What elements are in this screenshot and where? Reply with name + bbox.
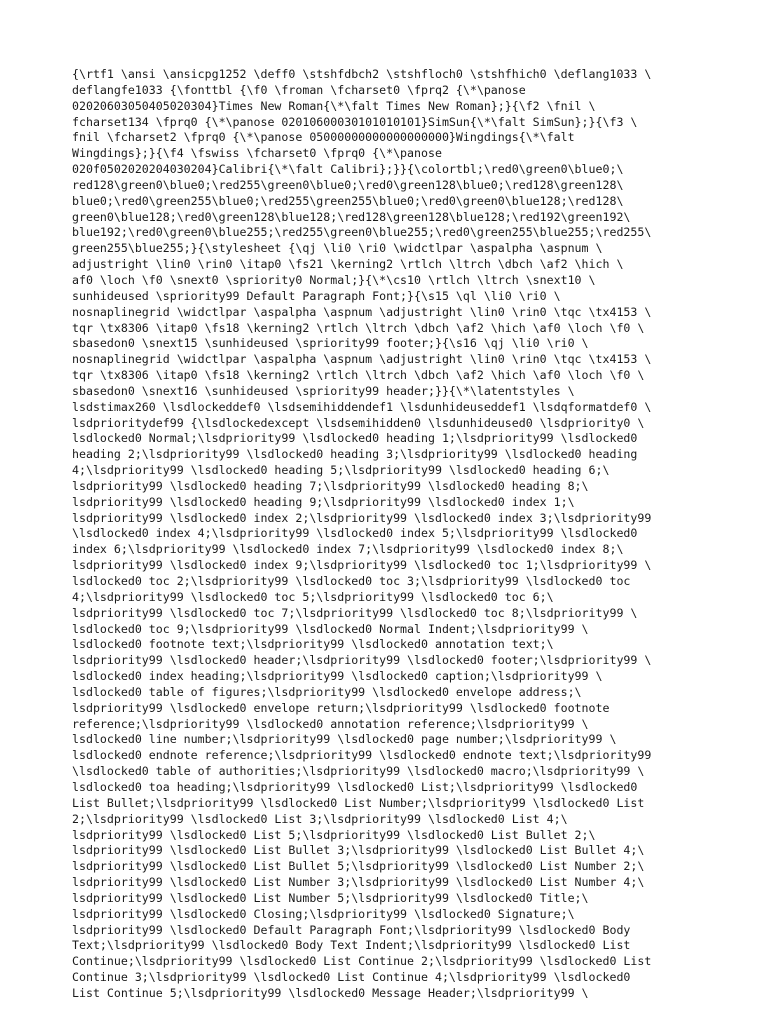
text-line: Continue;\lsdpriority99 \lsdlocked0 List Continue 2;\lsdpriority99 \lsdlocked0 List xyxy=(72,954,652,969)
text-line: 4;\lsdpriority99 \lsdlocked0 heading 5;\lsdpriority99 \lsdlocked0 heading 6;\ xyxy=(72,463,610,478)
text-line: Continue 3;\lsdpriority99 \lsdlocked0 List Continue 4;\lsdpriority99 \lsdlocked0 xyxy=(72,970,631,985)
text-line: 02020603050405020304}Times New Roman{\*\falt Times New Roman};}{\f2 \fnil \ xyxy=(72,98,596,113)
text-line: nosnaplinegrid \widctlpar \aspalpha \aspnum \adjustright \lin0 \rin0 \tqc \tx4153 \ xyxy=(72,352,652,367)
text-line: lsdlocked0 toc 2;\lsdpriority99 \lsdlocked0 toc 3;\lsdpriority99 \lsdlocked0 toc xyxy=(72,574,631,588)
text-line: sunhideused \spriority99 Default Paragraph Font;}{\s15 \ql \li0 \ri0 \ xyxy=(72,288,561,303)
text-line: lsdpriority99 \lsdlocked0 heading 9;\lsdpriority99 \lsdlocked0 index 1;\ xyxy=(72,494,575,509)
text-line: lsdlocked0 toc 9;\lsdpriority99 \lsdlocked0 Normal Indent;\lsdpriority99 \ xyxy=(72,621,589,636)
text-line: blue192;\red0\green0\blue255;\red255\green0\blue255;\red0\green255\blue255;\red255\ xyxy=(72,225,652,240)
text-line: lsdlocked0 table of figures;\lsdpriority99 \lsdlocked0 envelope address;\ xyxy=(72,684,582,699)
text-line: heading 2;\lsdpriority99 \lsdlocked0 heading 3;\lsdpriority99 \lsdlocked0 heading xyxy=(72,447,638,462)
text-line: tqr \tx8306 \itap0 \fs18 \kerning2 \rtlch \ltrch \dbch \af2 \hich \af0 \loch \f0 \ xyxy=(72,368,645,383)
text-line: lsdpriority99 \lsdlocked0 List Bullet 5;\lsdpriority99 \lsdlocked0 List Number 2;\ xyxy=(72,859,645,874)
text-line: index 6;\lsdpriority99 \lsdlocked0 index 7;\lsdpriority99 \lsdlocked0 index 8;\ xyxy=(72,542,624,557)
text-line: lsdprioritydef99 {\lsdlockedexcept \lsdsemihidden0 \lsdunhideused0 \lsdpriority0 \ xyxy=(72,415,645,430)
text-line: lsdpriority99 \lsdlocked0 List Number 5;\lsdpriority99 \lsdlocked0 Title;\ xyxy=(72,890,589,905)
text-line: lsdpriority99 \lsdlocked0 envelope return;\lsdpriority99 \lsdlocked0 footnote xyxy=(72,700,610,715)
text-line: blue0;\red0\green255\blue0;\red255\green255\blue0;\red0\green0\blue128;\red128\ xyxy=(72,193,624,208)
text-line: 020f0502020204030204}Calibri{\*\falt Calibri};}}{\colortbl;\red0\green0\blue0;\ xyxy=(72,162,624,177)
text-line: lsdstimax260 \lsdlockeddef0 \lsdsemihiddendef1 \lsdunhideuseddef1 \lsdqformatdef0 \ xyxy=(72,399,652,414)
text-line: red128\green0\blue0;\red255\green0\blue0;\red0\green128\blue0;\red128\green128\ xyxy=(72,177,624,192)
text-line: green0\blue128;\red0\green128\blue128;\red128\green128\blue128;\red192\green192\ xyxy=(72,209,631,224)
text-line: lsdlocked0 endnote reference;\lsdpriority99 \lsdlocked0 endnote text;\lsdpriority99 xyxy=(72,748,652,763)
text-line: lsdpriority99 \lsdlocked0 toc 7;\lsdpriority99 \lsdlocked0 toc 8;\lsdpriority99 \ xyxy=(72,605,638,620)
text-line: Wingdings};}{\f4 \fswiss \fcharset0 \fprq0 {\*\panose xyxy=(72,146,442,161)
text-line: reference;\lsdpriority99 \lsdlocked0 annotation reference;\lsdpriority99 \ xyxy=(72,716,589,731)
text-line: af0 \loch \f0 \snext0 \spriority0 Normal;}{\*\cs10 \rtlch \ltrch \snext10 \ xyxy=(72,272,596,287)
text-line: lsdpriority99 \lsdlocked0 header;\lsdpriority99 \lsdlocked0 footer;\lsdpriority99 \ xyxy=(72,653,652,668)
text-line: sbasedon0 \snext15 \sunhideused \spriority99 footer;}{\s16 \qj \li0 \ri0 \ xyxy=(72,336,589,351)
text-line: lsdpriority99 \lsdlocked0 index 9;\lsdpriority99 \lsdlocked0 toc 1;\lsdpriority99 \ xyxy=(72,558,652,573)
text-line: lsdpriority99 \lsdlocked0 Closing;\lsdpriority99 \lsdlocked0 Signature;\ xyxy=(72,906,575,921)
text-line: lsdpriority99 \lsdlocked0 index 2;\lsdpriority99 \lsdlocked0 index 3;\lsdpriority99 xyxy=(72,510,652,525)
text-line: lsdpriority99 \lsdlocked0 List Bullet 3;\lsdpriority99 \lsdlocked0 List Bullet 4;\ xyxy=(72,843,645,858)
text-line: nosnaplinegrid \widctlpar \aspalpha \aspnum \adjustright \lin0 \rin0 \tqc \tx4153 \ xyxy=(72,304,652,319)
text-line: 4;\lsdpriority99 \lsdlocked0 toc 5;\lsdpriority99 \lsdlocked0 toc 6;\ xyxy=(72,589,554,604)
text-line: List Bullet;\lsdpriority99 \lsdlocked0 List Number;\lsdpriority99 \lsdlocked0 List xyxy=(72,795,645,810)
text-line: sbasedon0 \snext16 \sunhideused \spriority99 header;}}{\*\latentstyles \ xyxy=(72,383,575,398)
text-line: \lsdlocked0 table of authorities;\lsdpriority99 \lsdlocked0 macro;\lsdpriority99 \ xyxy=(72,764,645,779)
text-line: lsdpriority99 \lsdlocked0 List 5;\lsdpriority99 \lsdlocked0 List Bullet 2;\ xyxy=(72,827,596,842)
text-line: lsdlocked0 Normal;\lsdpriority99 \lsdlocked0 heading 1;\lsdpriority99 \lsdlocked0 xyxy=(72,431,638,446)
text-line: lsdpriority99 \lsdlocked0 List Number 3;\lsdpriority99 \lsdlocked0 List Number 4;\ xyxy=(72,875,645,890)
text-line: lsdlocked0 footnote text;\lsdpriority99 \lsdlocked0 annotation text;\ xyxy=(72,637,554,652)
text-line: 2;\lsdpriority99 \lsdlocked0 List 3;\lsdpriority99 \lsdlocked0 List 4;\ xyxy=(72,811,568,826)
rtf-source-text xyxy=(72,67,702,1002)
text-line: green255\blue255;}{\stylesheet {\qj \li0 \ri0 \widctlpar \aspalpha \aspnum \ xyxy=(72,241,603,256)
text-line: \lsdlocked0 index 4;\lsdpriority99 \lsdlocked0 index 5;\lsdpriority99 \lsdlocked0 xyxy=(72,526,638,541)
text-line: lsdpriority99 \lsdlocked0 Default Paragraph Font;\lsdpriority99 \lsdlocked0 Body xyxy=(72,922,631,937)
text-line: deflangfe1033 {\fonttbl {\f0 \froman \fcharset0 \fprq2 {\*\panose xyxy=(72,82,526,97)
text-line: fcharset134 \fprq0 {\*\panose 02010600030101010101}SimSun{\*\falt SimSun};}{\f3 \ xyxy=(72,114,638,129)
text-line: lsdlocked0 toa heading;\lsdpriority99 \lsdlocked0 List;\lsdpriority99 \lsdlocked0 xyxy=(72,779,638,794)
text-line: lsdlocked0 line number;\lsdpriority99 \lsdlocked0 page number;\lsdpriority99 \ xyxy=(72,732,617,747)
text-line: Text;\lsdpriority99 \lsdlocked0 Body Text Indent;\lsdpriority99 \lsdlocked0 List xyxy=(72,938,631,953)
text-line: List Continue 5;\lsdpriority99 \lsdlocked0 Message Header;\lsdpriority99 \ xyxy=(72,985,589,1000)
text-line: adjustright \lin0 \rin0 \itap0 \fs21 \kerning2 \rtlch \ltrch \dbch \af2 \hich \ xyxy=(72,257,624,272)
text-line: tqr \tx8306 \itap0 \fs18 \kerning2 \rtlch \ltrch \dbch \af2 \hich \af0 \loch \f0 \ xyxy=(72,320,645,335)
text-line: lsdlocked0 index heading;\lsdpriority99 \lsdlocked0 caption;\lsdpriority99 \ xyxy=(72,669,603,684)
text-line: lsdpriority99 \lsdlocked0 heading 7;\lsdpriority99 \lsdlocked0 heading 8;\ xyxy=(72,478,589,493)
text-line: fnil \fcharset2 \fprq0 {\*\panose 05000000000000000000}Wingdings{\*\falt xyxy=(72,130,575,145)
text-line: {\rtf1 \ansi \ansicpg1252 \deff0 \stshfdbch2 \stshfloch0 \stshfhich0 \deflang1033 \ xyxy=(72,67,652,81)
